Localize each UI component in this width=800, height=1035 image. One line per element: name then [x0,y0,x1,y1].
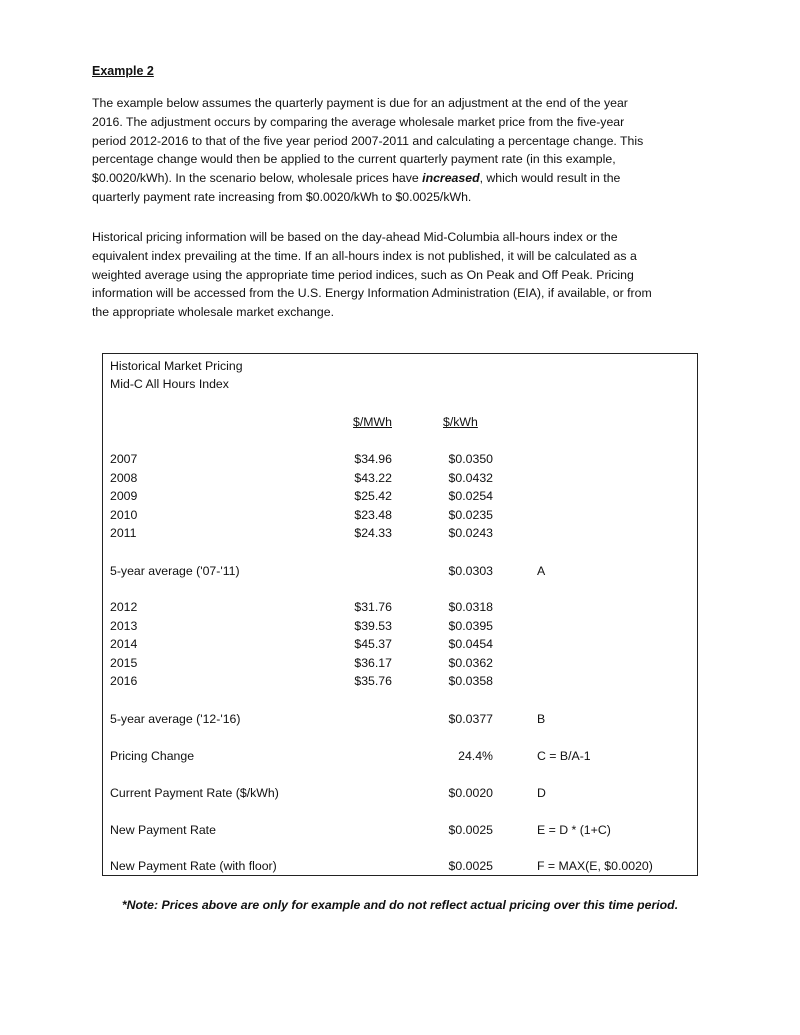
text-line: equivalent index prevailing at the time. If an all-hours index is not published, it will be calculated as a [92,248,637,263]
formula-code: D [537,786,546,800]
text-fragment: $0.0020/kWh). In the scenario below, wholesale prices have [92,171,423,186]
year-label: 2010 [110,507,138,522]
kwh-value: $0.0303 [448,564,493,578]
year-row [103,672,697,690]
table-title: Historical Market Pricing [110,359,243,373]
kwh-value: $0.0395 [448,618,493,633]
year-label: 2008 [110,470,138,485]
pricing-table [102,353,698,876]
mwh-value: $45.37 [354,637,392,652]
year-label: 2011 [110,526,137,541]
year-row [103,635,697,653]
kwh-value: $0.0243 [448,526,493,541]
kwh-value: $0.0318 [448,600,493,614]
current-rate-row [103,784,697,802]
kwh-value: $0.0377 [448,712,493,726]
row-label: 5-year average ('07-'11) [110,564,240,578]
kwh-value: $0.0235 [448,507,493,522]
new-rate-row [103,821,697,839]
mwh-value: $36.17 [354,655,392,670]
kwh-value: $0.0025 [448,859,493,873]
formula-code: A [537,564,546,578]
pricing-change-row [103,747,697,765]
section-heading: Example 2 [92,64,154,78]
footnote: *Note: Prices above are only for example and do not reflect actual pricing over this time period. [121,898,679,912]
year-label: 2007 [110,452,138,466]
year-row [103,598,697,616]
year-row [103,524,697,542]
text-line: information will be accessed from the U.S. Energy Information Administration (EIA), if available, or from [92,286,652,301]
text-line: weighted average using the appropriate time period indices, such as On Peak and Off Peak. Pricing [92,267,634,282]
text-line: percentage change would then be applied to the current quarterly payment rate (in this example, [92,152,616,167]
text-line: Historical pricing information will be based on the day-ahead Mid-Columbia all-hours index or the [92,230,618,244]
mwh-value: $35.76 [354,674,392,689]
year-row [103,450,697,468]
text-line [92,169,643,188]
row-label: 5-year average ('12-'16) [110,712,241,726]
column-header-row [103,413,697,431]
kwh-value: $0.0432 [448,470,493,485]
text-line: the appropriate wholesale market exchange. [92,305,334,320]
column-header-kwh: $/kWh [443,415,478,429]
mwh-value: $39.53 [354,618,392,633]
column-header-mwh: $/MWh [353,415,392,429]
kwh-value: $0.0454 [448,637,493,652]
year-row [103,617,697,635]
kwh-value: $0.0362 [448,655,493,670]
new-rate-floor-row [103,857,697,875]
year-row [103,654,697,672]
intro-paragraph [92,94,643,207]
mwh-value: $24.33 [354,526,392,541]
year-row [103,487,697,505]
text-fragment: , which would result in the [479,171,621,186]
table-subtitle: Mid-C All Hours Index [110,377,229,391]
mwh-value: $25.42 [354,489,392,504]
text-line: quarterly payment rate increasing from $0.0020/kWh to $0.0025/kWh. [92,189,472,204]
year-label: 2009 [110,489,138,504]
percent-value: 24.4% [458,749,493,763]
mwh-value: $43.22 [354,470,392,485]
emphasis-text: increased [422,171,480,186]
year-row [103,469,697,487]
formula-code: E = D * (1+C) [537,823,611,837]
kwh-value: $0.0254 [448,489,493,504]
mwh-value: $31.76 [354,600,392,614]
text-line: 2016. The adjustment occurs by comparing the average wholesale market price from the five-year [92,114,625,129]
kwh-value: $0.0350 [448,452,493,466]
text-line: period 2012-2016 to that of the five year period 2007-2011 and calculating a percentage change. This [92,133,644,148]
year-label: 2013 [110,618,138,633]
year-label: 2016 [110,674,138,689]
kwh-value: $0.0358 [448,674,493,689]
kwh-value: $0.0025 [448,823,493,837]
year-label: 2014 [110,637,138,652]
year-label: 2012 [110,600,138,614]
row-label: Pricing Change [110,749,195,763]
table-subtitle-row [103,375,697,393]
mwh-value: $34.96 [354,452,392,466]
year-label: 2015 [110,655,138,670]
mwh-value: $23.48 [354,507,392,522]
table-title-row [103,357,697,375]
formula-code: B [537,712,546,726]
kwh-value: $0.0020 [448,786,493,800]
row-label: Current Payment Rate ($/kWh) [110,786,279,800]
average-row-a [103,562,697,580]
formula-code: C = B/A-1 [537,749,591,763]
pricing-info-paragraph [92,228,652,322]
year-row [103,506,697,524]
formula-code: F = MAX(E, $0.0020) [537,859,653,873]
text-line: The example below assumes the quarterly payment is due for an adjustment at the end of the year [92,96,628,110]
average-row-b [103,710,697,728]
row-label: New Payment Rate (with floor) [110,859,277,873]
row-label: New Payment Rate [110,823,216,837]
